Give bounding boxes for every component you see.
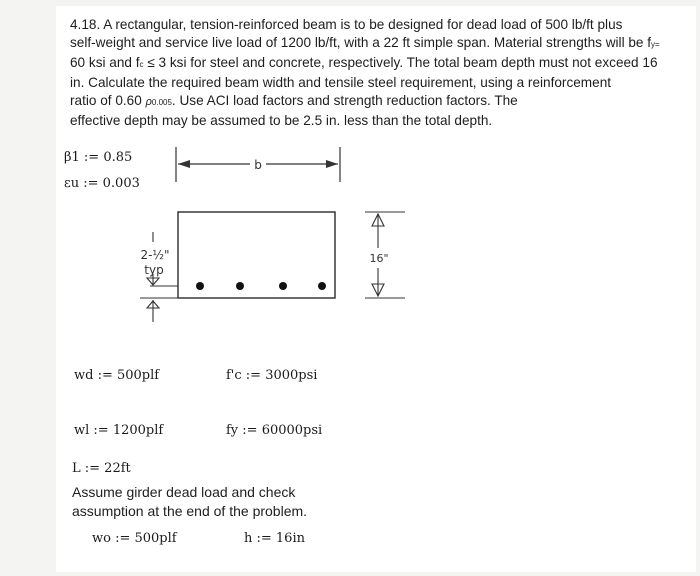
typ-label: typ [144,263,164,277]
live-load-definition: wl := 1200plf [74,423,164,438]
height-definition: h := 16in [244,531,305,546]
problem-line-3-text: 60 ksi and f [70,55,140,70]
rebar-4 [318,282,326,290]
h-label: 16" [369,252,389,265]
rebar-2 [236,282,244,290]
b-label: b [254,158,262,172]
fc-definition: f'c := 3000psi [226,368,318,383]
b-dim-arrow-right [326,160,338,168]
rho-sub: 0.005 [151,98,172,107]
epsilon-u-definition: εu := 0.003 [64,176,140,191]
note-line-2: assumption at the end of the problem. [72,503,308,519]
assumption-note [72,483,307,521]
rebar-3 [279,282,287,290]
problem-line-1: 4.18. A rectangular, tension-reinforced beam is to be designed for dead load of 500 lb/ft plus [70,17,623,32]
cover-label: 2-½" [140,248,170,262]
fy-definition: fy := 60000psi [226,423,323,438]
problem-line-4: in. Calculate the required beam width and tensile steel requirement, using a reinforcement [70,75,612,90]
problem-line-5-text: ratio of 0.60 [70,93,146,108]
span-definition: L := 22ft [72,461,131,476]
dead-load-definition: wd := 500plf [74,368,160,383]
fy-sub: y= [651,40,660,49]
fc-sub: c [139,60,144,69]
problem-line-6: effective depth may be assumed to be 2.5 in. less than the total depth. [70,113,493,128]
rho-symbol: ρ [145,96,152,108]
b-dim-arrow-left [178,160,190,168]
rebar-1 [196,282,204,290]
note-line-1: Assume girder dead load and check [72,484,296,500]
girder-load-definition: wo := 500plf [92,531,177,546]
beta1-definition: β1 := 0.85 [64,150,133,165]
problem-line-3-tail: ≤ 3 ksi for steel and concrete, respectively. The total beam depth must not exceed 16 [147,55,658,70]
problem-line-5-tail: . Use ACI load factors and strength reduction factors. The [171,93,518,108]
problem-line-2-text: self-weight and service live load of 1200 lb/ft, with a 22 ft simple span. Material strengths will be f [70,35,652,50]
